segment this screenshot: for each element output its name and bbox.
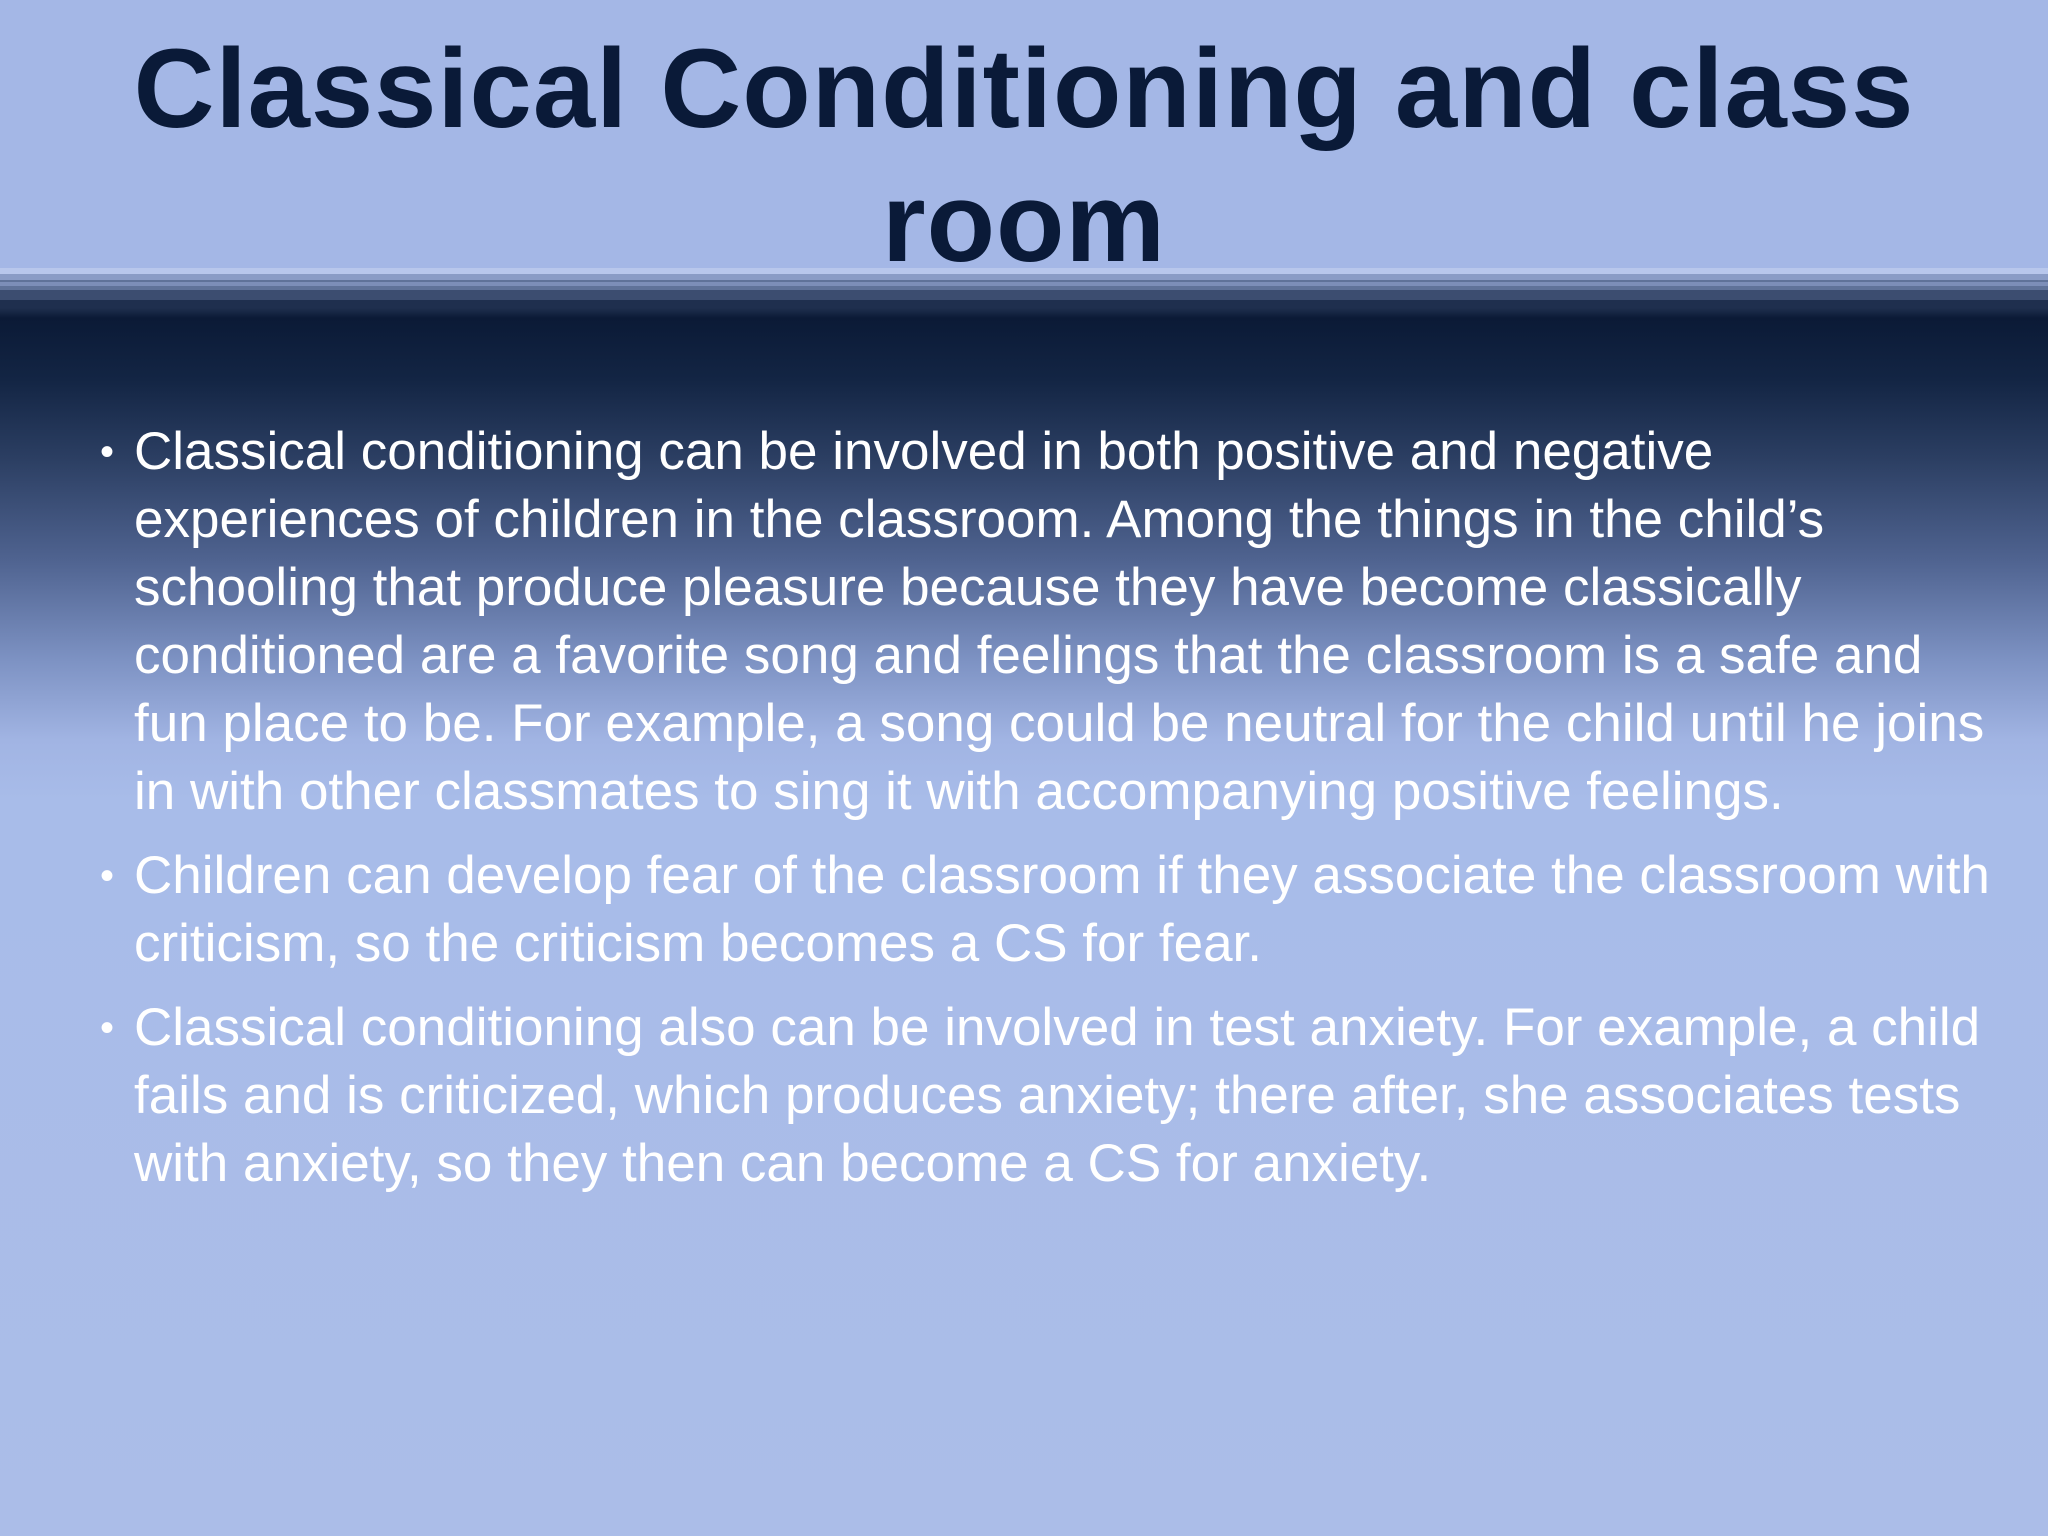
bullet-text: Children can develop fear of the classroom if they associate the classroom with criticism, so the criticism becomes a CS for fear. <box>134 846 1990 973</box>
bullet-list <box>100 418 2000 1214</box>
bullet-icon: • <box>100 430 115 474</box>
bullet-item <box>100 994 2000 1198</box>
bullet-text: Classical conditioning can be involved in both positive and negative experiences of children in the classroom. Among the things in the child’s schooling that produce pleasure because they have become classically conditioned are a favorite song and feelings that the classroom is a safe and fun place to be. For example, a song could be neutral for the child until he joins in with other classmates to sing it with accompanying positive feelings. <box>134 422 1985 821</box>
bullet-icon: • <box>100 854 115 898</box>
bullet-icon: • <box>100 1006 115 1050</box>
slide-title: Classical Conditioning and class room <box>133 26 1915 285</box>
bullet-item <box>100 418 2000 826</box>
bullet-item <box>100 842 2000 978</box>
bullet-text: Classical conditioning also can be involved in test anxiety. For example, a child fails and is criticized, which produces anxiety; there after, she associates tests with anxiety, so they then can become a CS for anxiety. <box>134 998 1981 1193</box>
